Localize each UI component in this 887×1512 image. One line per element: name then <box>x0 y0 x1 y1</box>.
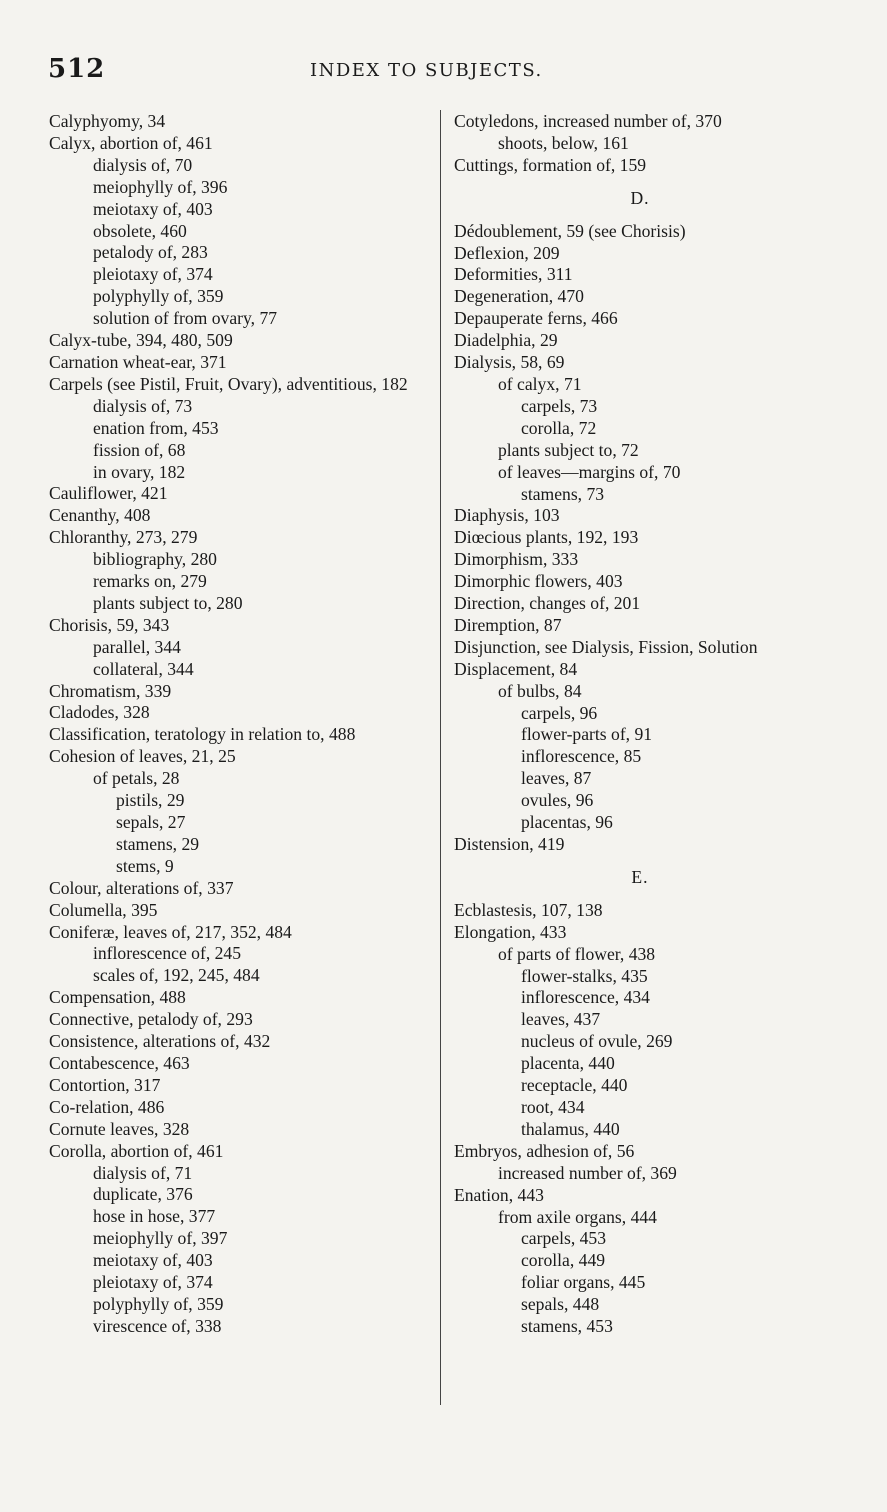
index-entry: corolla, 449 <box>521 1250 606 1271</box>
index-entry: Cornute leaves, 328 <box>49 1118 190 1139</box>
index-entry: Chorisis, 59, 343 <box>49 614 170 635</box>
index-entry: collateral, 344 <box>93 658 194 679</box>
index-entry: sepals, 448 <box>521 1294 600 1315</box>
index-entry: Direction, changes of, 201 <box>454 593 641 614</box>
section-heading: E. <box>631 866 649 887</box>
index-entry: placenta, 440 <box>521 1053 615 1074</box>
column-divider <box>440 110 441 1405</box>
index-entry: Classification, teratology in relation to, 488 <box>49 724 356 745</box>
index-entry: Chloranthy, 273, 279 <box>49 527 198 548</box>
index-entry: inflorescence, 434 <box>521 987 650 1008</box>
index-entry: Colour, alterations of, 337 <box>49 877 234 898</box>
index-entry: Carpels (see Pistil, Fruit, Ovary), adventitious, 182 <box>49 373 408 394</box>
index-entry: Connective, petalody of, 293 <box>49 1009 253 1030</box>
index-entry: meiotaxy of, 403 <box>93 198 213 219</box>
index-entry: stamens, 453 <box>521 1316 613 1337</box>
index-entry: Diremption, 87 <box>454 614 562 635</box>
index-entry: Chromatism, 339 <box>49 680 172 701</box>
index-entry: Cohesion of leaves, 21, 25 <box>49 746 236 767</box>
index-entry: sepals, 27 <box>116 812 186 832</box>
index-entry: Calyphyomy, 34 <box>49 111 166 131</box>
index-entry: carpels, 453 <box>521 1228 607 1249</box>
index-entry: pistils, 29 <box>116 790 185 811</box>
index-entry: dialysis of, 71 <box>93 1162 193 1183</box>
index-entry: bibliography, 280 <box>93 549 217 570</box>
index-entry: meiotaxy of, 403 <box>93 1250 213 1271</box>
index-entry: Consistence, alterations of, 432 <box>49 1031 271 1052</box>
page-number: 512 <box>48 54 106 84</box>
index-entry: remarks on, 279 <box>93 571 207 592</box>
index-entry: of bulbs, 84 <box>498 680 582 701</box>
index-entry: Embryos, adhesion of, 56 <box>454 1140 635 1161</box>
index-entry: stamens, 73 <box>521 483 605 504</box>
index-entry: corolla, 72 <box>521 417 597 438</box>
index-entry: Degeneration, 470 <box>454 286 584 307</box>
index-entry: Distension, 419 <box>454 834 565 854</box>
running-head: INDEX TO SUBJECTS. <box>310 60 543 81</box>
section-heading: D. <box>630 187 650 208</box>
index-column-left <box>49 111 424 1338</box>
index-entry: Disjunction, see Dialysis, Fission, Solution <box>454 636 758 657</box>
index-entry: stamens, 29 <box>116 833 200 854</box>
index-entry: Coniferæ, leaves of, 217, 352, 484 <box>49 921 292 942</box>
index-entry: meiophylly of, 397 <box>93 1228 228 1249</box>
index-entry: dialysis of, 70 <box>93 154 193 175</box>
index-entry: Cladodes, 328 <box>49 702 150 723</box>
index-entry: scales of, 192, 245, 484 <box>93 965 260 986</box>
index-entry: Contabescence, 463 <box>49 1052 190 1073</box>
index-entry: of leaves—margins of, 70 <box>498 461 681 482</box>
index-entry: of parts of flower, 438 <box>498 943 656 964</box>
index-entry: Corolla, abortion of, 461 <box>49 1140 224 1161</box>
index-entry: Dialysis, 58, 69 <box>454 352 565 373</box>
index-entry: placentas, 96 <box>521 812 613 833</box>
index-entry: hose in hose, 377 <box>93 1206 216 1227</box>
index-entry: Dédoublement, 59 (see Chorisis) <box>454 220 686 241</box>
index-entry: Calyx, abortion of, 461 <box>49 132 213 153</box>
index-entry: receptacle, 440 <box>521 1075 628 1096</box>
index-entry: increased number of, 369 <box>498 1162 677 1183</box>
index-entry: virescence of, 338 <box>93 1315 222 1336</box>
index-entry: solution of from ovary, 77 <box>93 308 278 329</box>
index-entry: leaves, 437 <box>521 1009 601 1030</box>
index-entry: Compensation, 488 <box>49 987 186 1008</box>
index-entry: Columella, 395 <box>49 899 158 920</box>
index-entry: petalody of, 283 <box>93 242 208 263</box>
index-entry: Deformities, 311 <box>454 264 573 285</box>
index-entry: Diœcious plants, 192, 193 <box>454 527 639 548</box>
index-column-right <box>454 111 826 1338</box>
index-entry: flower-parts of, 91 <box>521 724 653 745</box>
index-entry: polyphylly of, 359 <box>93 1293 224 1314</box>
index-entry: Displacement, 84 <box>454 658 578 679</box>
index-entry: in ovary, 182 <box>93 461 186 482</box>
index-entry: leaves, 87 <box>521 768 592 789</box>
index-entry: Cotyledons, increased number of, 370 <box>454 111 722 131</box>
index-entry: Depauperate ferns, 466 <box>454 308 618 329</box>
index-entry: of petals, 28 <box>93 768 180 789</box>
index-entry: of calyx, 71 <box>498 373 582 394</box>
index-entry: pleiotaxy of, 374 <box>93 264 213 285</box>
index-entry: inflorescence, 85 <box>521 746 642 767</box>
index-entry: Diaphysis, 103 <box>454 505 560 526</box>
index-entry: parallel, 344 <box>93 636 181 657</box>
index-entry: shoots, below, 161 <box>498 132 629 153</box>
index-entry: Calyx-tube, 394, 480, 509 <box>49 330 233 351</box>
index-entry: plants subject to, 72 <box>498 439 639 460</box>
index-entry: Enation, 443 <box>454 1184 544 1205</box>
index-entry: inflorescence of, 245 <box>93 943 242 964</box>
index-entry: Co-relation, 486 <box>49 1096 165 1117</box>
index-entry: from axile organs, 444 <box>498 1206 657 1227</box>
index-entry: Dimorphism, 333 <box>454 549 579 570</box>
index-entry: polyphylly of, 359 <box>93 286 224 307</box>
index-entry: Diadelphia, 29 <box>454 330 558 351</box>
index-entry: Deflexion, 209 <box>454 242 560 263</box>
index-entry: foliar organs, 445 <box>521 1272 646 1293</box>
index-entry: thalamus, 440 <box>521 1118 620 1139</box>
index-entry: obsolete, 460 <box>93 220 187 241</box>
index-entry: enation from, 453 <box>93 417 219 438</box>
index-entry: Cuttings, formation of, 159 <box>454 154 647 175</box>
index-entry: Contortion, 317 <box>49 1074 161 1095</box>
index-entry: Elongation, 433 <box>454 921 567 942</box>
index-entry: Cauliflower, 421 <box>49 483 168 504</box>
index-entry: pleiotaxy of, 374 <box>93 1272 213 1293</box>
index-entry: plants subject to, 280 <box>93 592 243 613</box>
index-entry: stems, 9 <box>116 855 174 876</box>
index-entry: duplicate, 376 <box>93 1184 193 1205</box>
index-entry: Carnation wheat-ear, 371 <box>49 351 227 372</box>
index-entry: dialysis of, 73 <box>93 395 193 416</box>
index-entry: carpels, 73 <box>521 395 598 416</box>
index-entry: Dimorphic flowers, 403 <box>454 571 623 592</box>
index-entry: carpels, 96 <box>521 702 598 723</box>
index-entry: Ecblastesis, 107, 138 <box>454 899 603 920</box>
index-entry: nucleus of ovule, 269 <box>521 1031 673 1052</box>
index-entry: flower-stalks, 435 <box>521 965 648 986</box>
index-entry: root, 434 <box>521 1096 585 1117</box>
index-entry: ovules, 96 <box>521 790 594 811</box>
index-entry: meiophylly of, 396 <box>93 176 228 197</box>
index-entry: fission of, 68 <box>93 439 186 460</box>
index-entry: Cenanthy, 408 <box>49 505 151 526</box>
